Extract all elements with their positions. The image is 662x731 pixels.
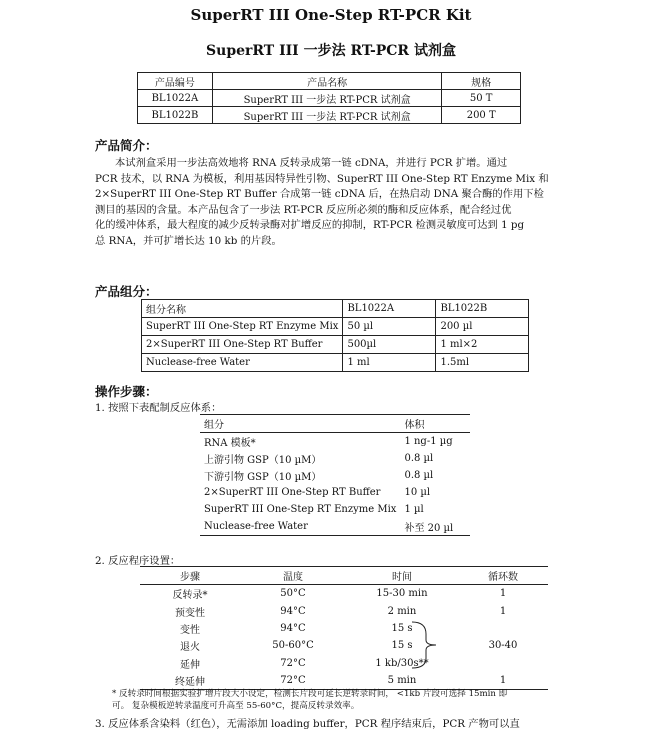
reaction-component: RNA 模板*	[204, 438, 256, 449]
header-spec: 规格	[442, 73, 521, 90]
table-row	[200, 484, 470, 501]
header-component: 组分	[200, 415, 400, 433]
reaction-table	[200, 414, 470, 536]
intro-line: 总 RNA，并可扩增长达 10 kb 的片段。	[95, 234, 282, 247]
program-cycles: 30-40	[488, 640, 518, 652]
component-name: SuperRT III One-Step RT Enzyme Mix	[142, 318, 343, 336]
product-spec: 50 T	[442, 90, 521, 107]
table-row	[138, 107, 521, 124]
reaction-volume: 0.8 µl	[404, 470, 434, 481]
table-row	[140, 672, 548, 690]
reaction-volume: 补至 20 µl	[400, 518, 470, 536]
table-row	[200, 433, 470, 451]
component-amount-a: 500µl	[343, 336, 436, 354]
intro-heading: 产品简介：	[95, 138, 158, 153]
table-row	[140, 654, 548, 671]
reaction-component: Nuclease-free Water	[200, 518, 400, 536]
table-row	[200, 518, 470, 536]
table-row	[140, 637, 548, 654]
table-row	[142, 318, 529, 336]
component-amount-a: 1 ml	[343, 354, 436, 372]
header-bl1022a: BL1022A	[343, 300, 436, 318]
components-table-header	[142, 300, 529, 318]
program-cycles: 1	[499, 588, 507, 600]
header-time: 时间	[346, 567, 458, 585]
product-table	[137, 72, 521, 124]
reaction-component: 下游引物 GSP（10 µM）	[204, 472, 322, 483]
program-step: 反转录*	[172, 590, 208, 602]
table-row	[200, 467, 470, 484]
product-code: BL1022B	[138, 107, 213, 124]
program-cycles	[458, 654, 548, 671]
product-name: SuperRT III 一步法 RT-PCR 试剂盒	[212, 107, 442, 124]
program-table-header	[140, 567, 548, 585]
program-step: 延伸	[180, 659, 200, 671]
product-spec: 200 T	[442, 107, 521, 124]
header-step: 步骤	[140, 567, 240, 585]
cycle-bracket-icon	[408, 618, 464, 674]
program-temperature: 50-60°C	[272, 640, 314, 652]
components-heading: 产品组分：	[95, 284, 158, 299]
program-temperature: 94°C	[280, 623, 306, 635]
component-amount-a: 50 µl	[343, 318, 436, 336]
header-temperature: 温度	[240, 567, 346, 585]
intro-paragraph	[95, 156, 575, 250]
program-cycles	[458, 620, 548, 637]
table-row	[140, 585, 548, 603]
reaction-volume: 1 µl	[404, 504, 424, 515]
component-name: Nuclease-free Water	[142, 354, 343, 372]
component-amount-b: 200 µl	[436, 318, 529, 336]
table-row	[142, 354, 529, 372]
components-table	[141, 299, 529, 372]
program-table	[140, 566, 548, 690]
intro-line: 化的缓冲体系，最大程度的减少反转录酶对扩增反应的抑制，RT-PCR 检测灵敏度可达到 1 pg	[95, 219, 525, 232]
footnote-line-1: * 反转录时间根据实验扩增片段大小设定，检测长片段可延长逆转录时间， <1kb 片段可选择 15min 即	[112, 689, 508, 699]
program-step: 终延伸	[140, 672, 240, 690]
program-step: 退火	[180, 642, 200, 654]
table-row	[200, 501, 470, 518]
table-row	[142, 336, 529, 354]
reaction-component: 上游引物 GSP（10 µM）	[204, 455, 322, 466]
program-time: 15-30 min	[376, 588, 428, 600]
header-product-name: 产品名称	[212, 73, 442, 90]
header-component-name: 组分名称	[142, 300, 343, 318]
program-step: 预变性	[175, 607, 205, 619]
step-1-text: 1. 按照下表配制反应体系：	[95, 402, 222, 414]
product-name: SuperRT III 一步法 RT-PCR 试剂盒	[212, 90, 442, 107]
program-time: 15 s	[391, 640, 413, 652]
reaction-component: SuperRT III One-Step RT Enzyme Mix	[204, 504, 397, 515]
reaction-volume: 1 ng-1 µg	[404, 436, 453, 447]
reaction-component: 2×SuperRT III One-Step RT Buffer	[204, 487, 381, 498]
table-row	[140, 620, 548, 637]
intro-line: PCR 技术，以 RNA 为模板，利用基因特异性引物、SuperRT III One-Step RT Enzyme Mix 和	[95, 172, 549, 185]
header-bl1022b: BL1022B	[436, 300, 529, 318]
intro-line: 测目的基因的含量。本产品包含了一步法 RT-PCR 反应所必须的酶和反应体系，配合经过优	[95, 203, 512, 216]
product-table-header	[138, 73, 521, 90]
component-amount-b: 1.5ml	[436, 354, 529, 372]
program-temperature: 94°C	[280, 605, 306, 617]
component-name: 2×SuperRT III One-Step RT Buffer	[142, 336, 343, 354]
table-row	[140, 603, 548, 620]
table-row	[200, 450, 470, 467]
program-step: 变性	[180, 625, 200, 637]
reaction-table-header	[200, 415, 470, 433]
document-title-cn: SuperRT III 一步法 RT-PCR 试剂盒	[206, 43, 456, 59]
program-time: 2 min	[387, 605, 417, 617]
intro-line: 本试剂盒采用一步法高效地将 RNA 反转录成第一链 cDNA，并进行 PCR 扩增。通过	[115, 157, 508, 169]
program-time: 5 min	[346, 672, 458, 690]
reaction-volume: 0.8 µl	[404, 453, 434, 464]
program-time: 15 s	[391, 623, 413, 635]
step-3-text: 3. 反应体系含染料（红色），无需添加 loading buffer，PCR 程序结束后，PCR 产物可以直	[95, 718, 520, 730]
component-amount-b: 1 ml×2	[436, 336, 529, 354]
program-temperature: 72°C	[280, 657, 306, 669]
step-2-text: 2. 反应程序设置：	[95, 555, 181, 567]
program-cycles: 1	[499, 605, 507, 617]
reaction-volume: 10 µl	[404, 487, 431, 498]
header-volume: 体积	[400, 415, 470, 433]
footnote-line-2: 可。 复杂模板逆转录温度可升高至 55-60°C，提高反转录效率。	[112, 701, 360, 711]
header-cycles: 循环数	[458, 567, 548, 585]
document-title-en: SuperRT III One-Step RT-PCR Kit	[190, 6, 472, 24]
product-code: BL1022A	[138, 90, 213, 107]
program-time: 1 kb/30s**	[375, 657, 429, 669]
program-temperature: 72°C	[240, 672, 346, 690]
table-row	[138, 90, 521, 107]
intro-line: 2×SuperRT III One-Step RT Buffer 合成第一链 cDNA 后，在热启动 DNA 聚合酶的作用下检	[95, 188, 544, 201]
procedure-heading: 操作步骤：	[95, 384, 158, 399]
header-product-code: 产品编号	[138, 73, 213, 90]
program-temperature: 50°C	[280, 588, 306, 600]
program-cycles: 1	[458, 672, 548, 690]
